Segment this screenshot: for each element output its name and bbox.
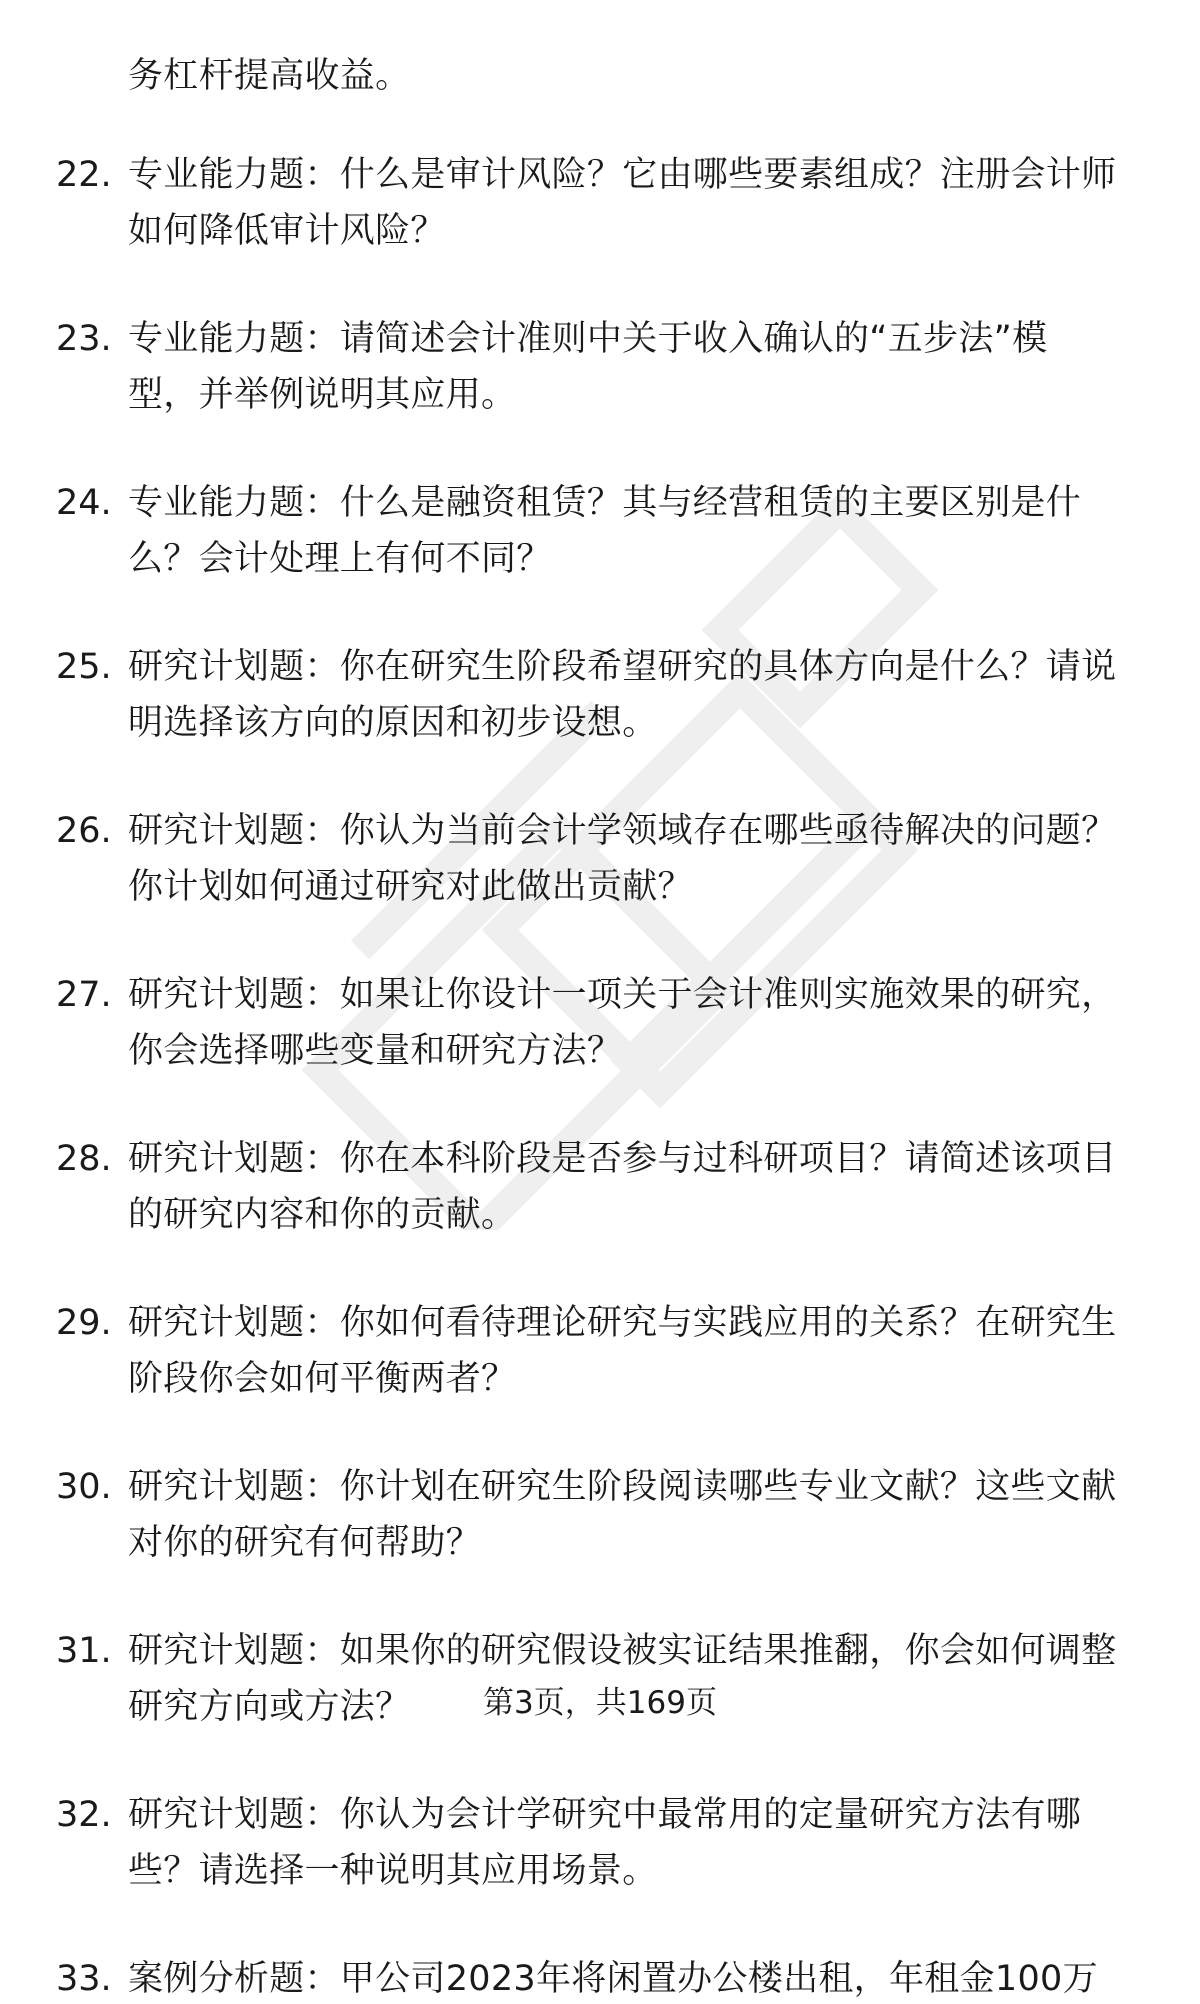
- question-number: 31.: [56, 1631, 112, 1671]
- question-text-line: 研究计划题：你认为当前会计学领域存在哪些亟待解决的问题？: [128, 811, 1117, 851]
- question-text-line: 研究方向或方法？: [128, 1687, 411, 1727]
- question-text-line: 的研究内容和你的贡献。: [128, 1195, 517, 1235]
- question-number: 28.: [56, 1139, 112, 1179]
- question-text-line: 案例分析题：甲公司2023年将闲置办公楼出租，年租金100万: [128, 1959, 1098, 1999]
- question-text-line: 研究计划题：你认为会计学研究中最常用的定量研究方法有哪: [128, 1795, 1082, 1835]
- question-number: 22.: [56, 155, 112, 195]
- question-text-line: 明选择该方向的原因和初步设想。: [128, 703, 658, 743]
- question-number: 30.: [56, 1467, 112, 1507]
- question-text-line: 专业能力题：什么是融资租赁？其与经营租赁的主要区别是什: [128, 483, 1082, 523]
- question-text-line: 专业能力题：请简述会计准则中关于收入确认的“五步法”模: [128, 319, 1048, 359]
- question-text-line: 研究计划题：你在本科阶段是否参与过科研项目？请简述该项目: [128, 1139, 1117, 1179]
- question-text-line: 研究计划题：你计划在研究生阶段阅读哪些专业文献？这些文献: [128, 1467, 1117, 1507]
- page-footer: 第3页，共169页: [483, 1685, 717, 1721]
- question-text-line: 么？会计处理上有何不同？: [128, 539, 552, 579]
- question-text-line: 型，并举例说明其应用。: [128, 375, 517, 415]
- question-text-line: 专业能力题：什么是审计风险？它由哪些要素组成？注册会计师: [128, 155, 1117, 195]
- question-text-line: 阶段你会如何平衡两者？: [128, 1359, 517, 1399]
- question-text-line: 些？请选择一种说明其应用场景。: [128, 1851, 658, 1891]
- question-text-line: 你会选择哪些变量和研究方法？: [128, 1031, 623, 1071]
- question-number: 27.: [56, 975, 112, 1015]
- question-number: 29.: [56, 1303, 112, 1343]
- question-text-line: 研究计划题：你在研究生阶段希望研究的具体方向是什么？请说: [128, 647, 1117, 687]
- question-text-line: 研究计划题：如果让你设计一项关于会计准则实施效果的研究，: [128, 975, 1117, 1015]
- continuation-text: 务杠杆提高收益。: [128, 56, 411, 96]
- question-number: 23.: [56, 319, 112, 359]
- question-text-line: 对你的研究有何帮助？: [128, 1523, 482, 1563]
- question-text-line: 你计划如何通过研究对此做出贡献？: [128, 867, 693, 907]
- question-number: 24.: [56, 483, 112, 523]
- question-number: 33.: [56, 1959, 112, 1999]
- question-number: 32.: [56, 1795, 112, 1835]
- question-number: 26.: [56, 811, 112, 851]
- question-text-line: 研究计划题：如果你的研究假设被实证结果推翻，你会如何调整: [128, 1631, 1117, 1671]
- question-number: 25.: [56, 647, 112, 687]
- question-text-line: 研究计划题：你如何看待理论研究与实践应用的关系？在研究生: [128, 1303, 1117, 1343]
- question-text-line: 如何降低审计风险？: [128, 211, 446, 251]
